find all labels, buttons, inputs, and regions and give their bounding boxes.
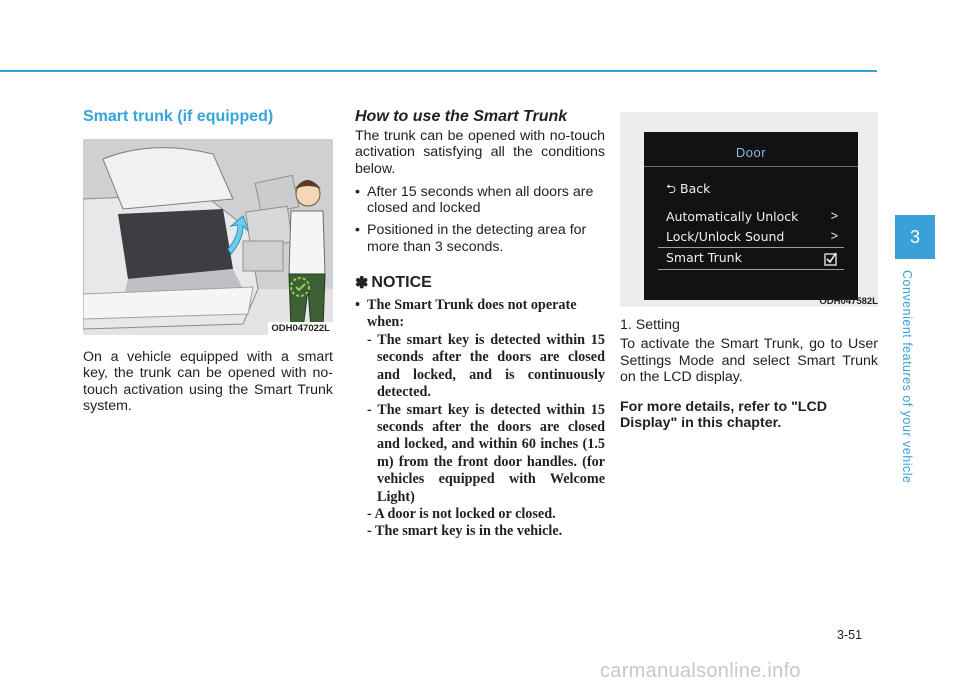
figure-code: ODH047582L xyxy=(819,296,878,307)
back-arrow-icon: ⮌ xyxy=(666,181,680,196)
section-title: Smart trunk (if equipped) xyxy=(83,108,274,125)
list-item: - The smart key is detected within 15 seconds after the doors are closed and locked, and within 60 inches (1.5 m) from the front door handles. (for vehicles equipped with Welcome Light) xyxy=(367,401,605,505)
condition-list xyxy=(355,184,605,255)
howto-title: How to use the Smart Trunk xyxy=(355,108,568,125)
page-number: 3-51 xyxy=(837,628,863,642)
howto-intro: The trunk can be opened with no-touch activation satisfying all the conditions below. xyxy=(355,128,605,177)
lcd-divider xyxy=(644,166,858,167)
lcd-display xyxy=(644,132,858,300)
list-item: • Positioned in the detecting area for more than 3 seconds. xyxy=(355,222,605,255)
section-intro: On a vehicle equipped with a smart key, the trunk can be opened with no-touch activation using the Smart Trunk system. xyxy=(83,349,333,414)
figure-code: ODH047022L xyxy=(268,322,333,335)
setting-more: For more details, refer to "LCD Display" in this chapter. xyxy=(620,399,827,432)
checkbox-checked-icon xyxy=(824,252,838,266)
chevron-right-icon: > xyxy=(830,229,838,243)
notice-heading xyxy=(355,273,605,293)
chapter-number-tab: 3 xyxy=(895,215,935,259)
chapter-title-vertical xyxy=(902,270,926,490)
lcd-highlight-bottom xyxy=(658,269,844,270)
header-rule xyxy=(0,70,877,72)
lcd-back-item xyxy=(666,180,710,201)
notice-title: NOTICE xyxy=(371,274,432,292)
setting-heading: 1. Setting xyxy=(620,317,680,333)
lcd-title: Door xyxy=(735,145,767,160)
chapter-title: Convenient features of your vehicle xyxy=(900,270,914,484)
lcd-highlight-top xyxy=(658,247,844,248)
lcd-menu-item: Automatically Unlock xyxy=(666,209,799,224)
watermark-text: carmanualsonline.info xyxy=(600,660,801,682)
lcd-menu-item-selected: Smart Trunk xyxy=(666,250,742,265)
lcd-figure xyxy=(620,112,878,307)
column-how-to xyxy=(355,108,605,541)
smart-trunk-illustration xyxy=(83,139,333,335)
lcd-menu-item: Lock/Unlock Sound xyxy=(666,229,785,244)
list-item: - The smart key is detected within 15 seconds after the doors are closed and locked, and is continuously detected. xyxy=(367,331,605,401)
lcd-back-label: Back xyxy=(680,181,711,196)
chevron-right-icon: > xyxy=(830,209,838,223)
setting-text: To activate the Smart Trunk, go to User Settings Mode and select Smart Trunk on the LCD display. xyxy=(620,336,878,385)
column-setting xyxy=(620,112,878,432)
list-item: - A door is not locked or closed. xyxy=(367,505,556,522)
car-trunk-person-image xyxy=(83,139,333,335)
list-item: • After 15 seconds when all doors are closed and locked xyxy=(355,184,605,217)
notice-main: • The Smart Trunk does not operate when: xyxy=(355,297,605,332)
column-smart-trunk xyxy=(83,108,333,414)
notice-star-icon: ✽ xyxy=(355,275,369,293)
list-item: - The smart key is in the vehicle. xyxy=(367,523,563,540)
